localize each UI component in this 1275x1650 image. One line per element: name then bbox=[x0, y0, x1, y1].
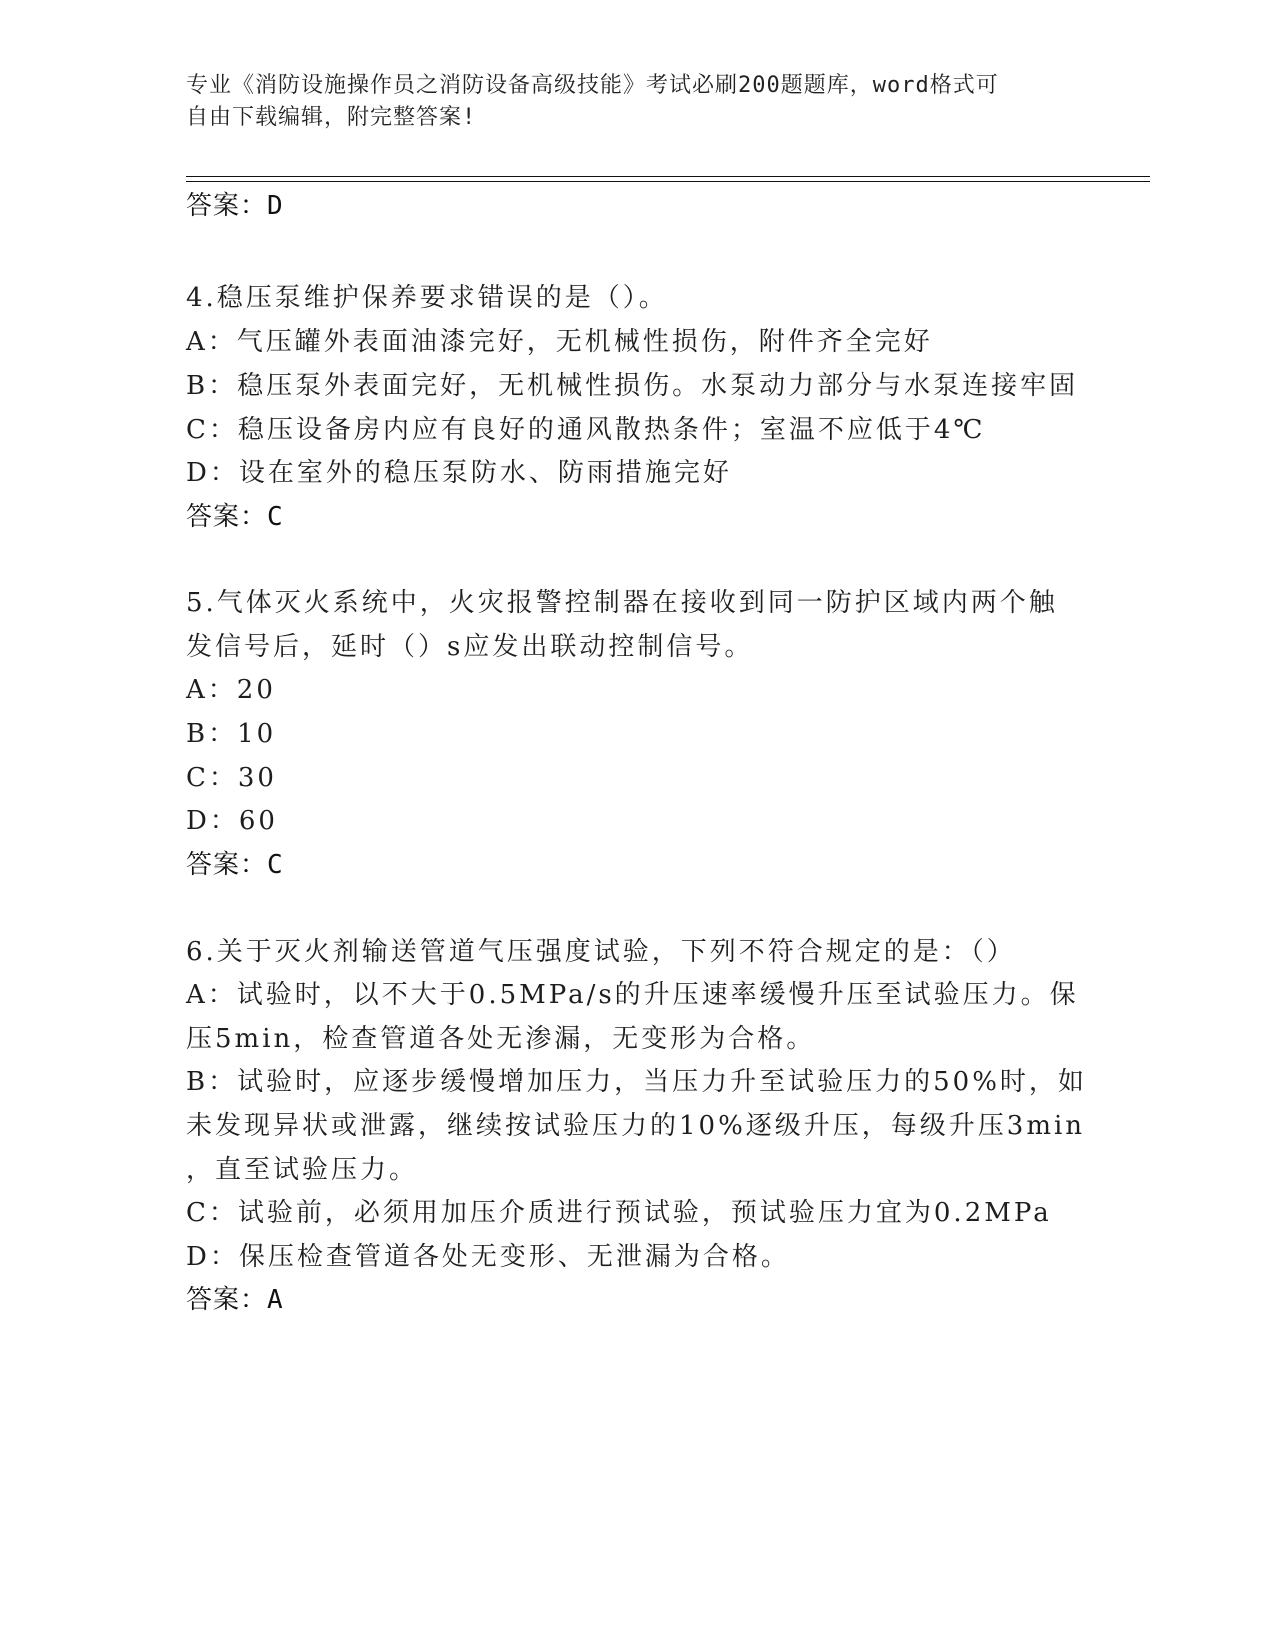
q6-option-a-line-2: 压5min，检查管道各处无渗漏，无变形为合格。 bbox=[186, 1024, 816, 1054]
q6-option-d: D：保压检查管道各处无变形、无泄漏为合格。 bbox=[186, 1242, 790, 1272]
document-header bbox=[186, 70, 1066, 134]
q6-answer: 答案：A bbox=[186, 1285, 284, 1315]
q5-option-b: B：10 bbox=[186, 719, 277, 749]
q4-answer: 答案：C bbox=[186, 502, 284, 532]
header-title-line-1: 专业《消防设施操作员之消防设备高级技能》考试必刷200题题库，word格式可 bbox=[186, 73, 999, 98]
q6-option-b-line-1: B：试验时，应逐步缓慢增加压力，当压力升至试验压力的50%时，如 bbox=[186, 1067, 1087, 1097]
q6-option-b-line-3: ，直至试验压力。 bbox=[186, 1155, 419, 1185]
q6-option-a-line-1: A：试验时，以不大于0.5MPa/s的升压速率缓慢升压至试验压力。保 bbox=[186, 980, 1079, 1010]
q5-option-d: D：60 bbox=[186, 806, 278, 836]
header-divider-bottom bbox=[186, 181, 1150, 182]
q5-question-line-2: 发信号后，延时（）s应发出联动控制信号。 bbox=[186, 632, 754, 662]
q5-question-line-1: 5.气体灭火系统中，火灾报警控制器在接收到同一防护区域内两个触 bbox=[186, 588, 1058, 618]
q6-option-c: C：试验前，必须用加压介质进行预试验，预试验压力宜为0.2MPa bbox=[186, 1198, 1052, 1228]
q4-option-d: D：设在室外的稳压泵防水、防雨措施完好 bbox=[186, 458, 732, 488]
q6-question: 6.关于灭火剂输送管道气压强度试验，下列不符合规定的是：（） bbox=[186, 937, 1016, 967]
previous-answer: 答案：D bbox=[186, 191, 284, 221]
q4-option-b: B：稳压泵外表面完好，无机械性损伤。水泵动力部分与水泵连接牢固 bbox=[186, 371, 1079, 401]
q4-option-a: A：气压罐外表面油漆完好，无机械性损伤，附件齐全完好 bbox=[186, 327, 933, 357]
header-divider-top bbox=[186, 176, 1150, 177]
q5-answer: 答案：C bbox=[186, 850, 284, 880]
q4-option-c: C：稳压设备房内应有良好的通风散热条件；室温不应低于4℃ bbox=[186, 415, 986, 445]
q6-option-b-line-2: 未发现异状或泄露，继续按试验压力的10%逐级升压，每级升压3min bbox=[186, 1111, 1086, 1141]
q4-question: 4.稳压泵维护保养要求错误的是（）。 bbox=[186, 283, 668, 313]
header-title-line-2: 自由下载编辑，附完整答案! bbox=[186, 105, 477, 130]
q5-option-c: C：30 bbox=[186, 763, 277, 793]
q5-option-a: A：20 bbox=[186, 675, 276, 705]
